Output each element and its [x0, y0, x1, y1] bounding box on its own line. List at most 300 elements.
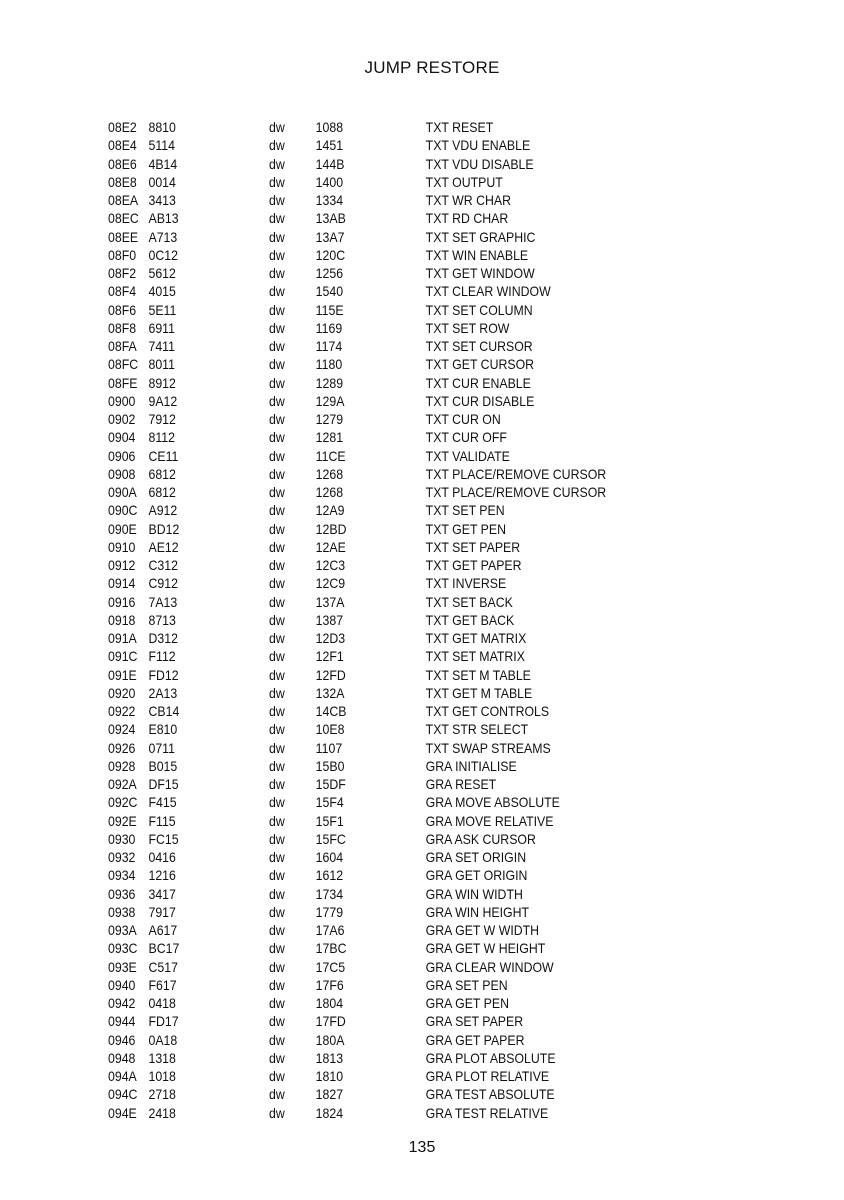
value-cell: 17A6 — [315, 922, 345, 938]
directive-cell: dw — [269, 976, 285, 993]
value-cell: 180A — [315, 1031, 345, 1048]
address-cell: 0920 — [108, 684, 136, 701]
routine-name-cell: TXT SET GRAPHIC — [425, 228, 536, 245]
bytes-cell: 6911 — [148, 319, 175, 336]
routine-name-cell: TXT INVERSE — [425, 575, 507, 592]
address-cell: 093E — [108, 958, 137, 975]
value-cell: 17FD — [315, 1013, 346, 1030]
table-row — [108, 1067, 742, 1085]
bytes-cell: 5114 — [148, 137, 175, 154]
directive-cell: dw — [269, 885, 285, 902]
value-cell: 144B — [315, 155, 345, 172]
directive-cell: dw — [269, 630, 285, 646]
value-cell: 132A — [315, 684, 345, 701]
jump-table-listing — [108, 118, 828, 1122]
directive-cell: dw — [269, 338, 285, 354]
value-cell: 12D3 — [315, 630, 346, 646]
value-cell: 12FD — [315, 666, 346, 683]
value-cell: 1779 — [315, 903, 344, 920]
address-cell: 0940 — [108, 976, 136, 993]
table-row — [108, 428, 742, 446]
routine-name-cell: GRA ASK CURSOR — [425, 830, 536, 847]
address-cell: 08E8 — [108, 173, 137, 190]
directive-cell: dw — [269, 922, 285, 938]
bytes-cell: 1318 — [148, 1049, 176, 1066]
value-cell: 12C9 — [315, 575, 346, 592]
bytes-cell: 0A18 — [148, 1031, 178, 1048]
directive-cell: dw — [269, 210, 285, 227]
value-cell: 12AE — [315, 538, 346, 555]
value-cell: 1824 — [315, 1104, 344, 1121]
routine-name-cell: GRA GET PEN — [425, 995, 509, 1011]
bytes-cell: 3417 — [148, 885, 176, 902]
address-cell: 08FA — [108, 338, 137, 354]
bytes-cell: FC15 — [148, 830, 179, 847]
bytes-cell: 0C12 — [148, 246, 178, 263]
address-cell: 08F0 — [108, 246, 137, 263]
table-row — [108, 684, 742, 702]
bytes-cell: C912 — [148, 575, 178, 592]
value-cell: 13AB — [315, 210, 346, 227]
value-cell: 137A — [315, 593, 345, 610]
bytes-cell: A617 — [148, 922, 178, 938]
table-row — [108, 812, 742, 830]
value-cell: 1256 — [315, 265, 344, 281]
routine-name-cell: TXT VDU ENABLE — [425, 137, 531, 154]
address-cell: 090E — [108, 520, 137, 537]
address-cell: 092C — [108, 794, 138, 811]
table-row — [108, 337, 742, 355]
directive-cell: dw — [269, 173, 285, 190]
value-cell: 1281 — [315, 429, 344, 446]
table-row — [108, 921, 742, 939]
table-row — [108, 246, 742, 264]
address-cell: 091A — [108, 630, 137, 646]
bytes-cell: B015 — [148, 757, 178, 774]
table-row — [108, 848, 742, 866]
directive-cell: dw — [269, 1086, 285, 1103]
directive-cell: dw — [269, 1013, 285, 1030]
address-cell: 0944 — [108, 1013, 136, 1030]
routine-name-cell: TXT GET PEN — [425, 520, 507, 537]
routine-name-cell: TXT RESET — [425, 119, 494, 135]
address-cell: 0934 — [108, 867, 136, 884]
address-cell: 08EE — [108, 228, 139, 245]
bytes-cell: 7917 — [148, 903, 176, 920]
routine-name-cell: TXT GET CONTROLS — [425, 703, 550, 719]
routine-name-cell: TXT SET M TABLE — [425, 666, 531, 683]
routine-name-cell: GRA INITIALISE — [425, 757, 517, 774]
routine-name-cell: GRA CLEAR WINDOW — [425, 958, 554, 975]
value-cell: 1540 — [315, 283, 344, 300]
value-cell: 1400 — [315, 173, 344, 190]
bytes-cell: 0418 — [148, 995, 176, 1011]
routine-name-cell: GRA WIN WIDTH — [425, 885, 523, 902]
bytes-cell: 5E11 — [148, 301, 177, 318]
table-row — [108, 447, 742, 465]
value-cell: 10E8 — [315, 721, 345, 738]
address-cell: 094A — [108, 1068, 137, 1084]
directive-cell: dw — [269, 1031, 285, 1048]
bytes-cell: 8011 — [148, 356, 175, 373]
directive-cell: dw — [269, 265, 285, 281]
address-cell: 093C — [108, 940, 138, 957]
value-cell: 1180 — [315, 356, 343, 373]
routine-name-cell: TXT SET COLUMN — [425, 301, 533, 318]
directive-cell: dw — [269, 392, 285, 409]
table-row — [108, 209, 742, 227]
address-cell: 0926 — [108, 739, 136, 756]
address-cell: 0918 — [108, 611, 136, 628]
address-cell: 08F2 — [108, 265, 137, 281]
routine-name-cell: TXT CUR OFF — [425, 429, 507, 446]
address-cell: 093A — [108, 922, 137, 938]
address-cell: 0912 — [108, 557, 136, 573]
value-cell: 14CB — [315, 703, 347, 719]
bytes-cell: 7A13 — [148, 593, 178, 610]
value-cell: 1289 — [315, 374, 344, 391]
table-row — [108, 282, 742, 300]
table-row — [108, 118, 742, 136]
value-cell: 12F1 — [315, 648, 344, 665]
address-cell: 08E4 — [108, 137, 137, 154]
routine-name-cell: GRA SET PAPER — [425, 1013, 524, 1030]
routine-name-cell: GRA GET PAPER — [425, 1031, 525, 1048]
table-row — [108, 757, 742, 775]
directive-cell: dw — [269, 228, 285, 245]
bytes-cell: AB13 — [148, 210, 179, 227]
address-cell: 094C — [108, 1086, 138, 1103]
directive-cell: dw — [269, 283, 285, 300]
table-row — [108, 191, 742, 209]
routine-name-cell: TXT SET BACK — [425, 593, 513, 610]
value-cell: 1279 — [315, 411, 344, 427]
routine-name-cell: TXT OUTPUT — [425, 173, 503, 190]
directive-cell: dw — [269, 520, 285, 537]
value-cell: 120C — [315, 246, 346, 263]
bytes-cell: 3413 — [148, 192, 176, 208]
address-cell: 0916 — [108, 593, 136, 610]
value-cell: 1107 — [315, 739, 343, 756]
address-cell: 0924 — [108, 721, 136, 738]
directive-cell: dw — [269, 119, 285, 135]
table-row — [108, 702, 742, 720]
value-cell: 1174 — [315, 338, 343, 354]
address-cell: 0904 — [108, 429, 136, 446]
address-cell: 0930 — [108, 830, 136, 847]
bytes-cell: CB14 — [148, 703, 180, 719]
directive-cell: dw — [269, 721, 285, 738]
address-cell: 0948 — [108, 1049, 136, 1066]
directive-cell: dw — [269, 557, 285, 573]
routine-name-cell: TXT GET MATRIX — [425, 630, 527, 646]
value-cell: 12C3 — [315, 557, 346, 573]
bytes-cell: FD17 — [148, 1013, 179, 1030]
address-cell: 092A — [108, 776, 137, 792]
value-cell: 1268 — [315, 484, 344, 500]
table-row — [108, 520, 742, 538]
bytes-cell: DF15 — [148, 776, 179, 792]
value-cell: 15F4 — [315, 794, 344, 811]
address-cell: 092E — [108, 812, 137, 829]
directive-cell: dw — [269, 1104, 285, 1121]
table-row — [108, 994, 742, 1012]
value-cell: 13A7 — [315, 228, 345, 245]
value-cell: 15DF — [315, 776, 346, 792]
bytes-cell: 7912 — [148, 411, 176, 427]
directive-cell: dw — [269, 575, 285, 592]
directive-cell: dw — [269, 776, 285, 792]
routine-name-cell: TXT CUR ENABLE — [425, 374, 531, 391]
table-row — [108, 775, 742, 793]
routine-name-cell: GRA RESET — [425, 776, 497, 792]
routine-name-cell: TXT SET ROW — [425, 319, 510, 336]
directive-cell: dw — [269, 411, 285, 427]
table-row — [108, 410, 742, 428]
value-cell: 1827 — [315, 1086, 344, 1103]
directive-cell: dw — [269, 429, 285, 446]
bytes-cell: 2718 — [148, 1086, 176, 1103]
routine-name-cell: TXT VALIDATE — [425, 447, 510, 464]
table-row — [108, 173, 742, 191]
address-cell: 094E — [108, 1104, 137, 1121]
routine-name-cell: TXT GET WINDOW — [425, 265, 535, 281]
value-cell: 1088 — [315, 119, 344, 135]
table-row — [108, 885, 742, 903]
table-row — [108, 939, 742, 957]
table-row — [108, 1104, 742, 1122]
value-cell: 12A9 — [315, 502, 345, 519]
routine-name-cell: TXT CUR ON — [425, 411, 501, 427]
bytes-cell: C312 — [148, 557, 178, 573]
address-cell: 091C — [108, 648, 138, 665]
table-row — [108, 647, 742, 665]
table-row — [108, 593, 742, 611]
value-cell: 1268 — [315, 465, 344, 482]
address-cell: 0906 — [108, 447, 136, 464]
table-row — [108, 1031, 742, 1049]
bytes-cell: BD12 — [148, 520, 180, 537]
directive-cell: dw — [269, 940, 285, 957]
value-cell: 1604 — [315, 849, 344, 865]
routine-name-cell: GRA MOVE ABSOLUTE — [425, 794, 560, 811]
directive-cell: dw — [269, 447, 285, 464]
bytes-cell: 1216 — [148, 867, 176, 884]
table-row — [108, 830, 742, 848]
table-row — [108, 483, 742, 501]
routine-name-cell: GRA TEST ABSOLUTE — [425, 1086, 555, 1103]
routine-name-cell: TXT GET CURSOR — [425, 356, 535, 373]
directive-cell: dw — [269, 849, 285, 865]
directive-cell: dw — [269, 867, 285, 884]
directive-cell: dw — [269, 356, 285, 373]
value-cell: 1451 — [315, 137, 344, 154]
bytes-cell: 0416 — [148, 849, 176, 865]
address-cell: 0936 — [108, 885, 136, 902]
table-row — [108, 739, 742, 757]
bytes-cell: 0014 — [148, 173, 176, 190]
address-cell: 090C — [108, 502, 138, 519]
directive-cell: dw — [269, 484, 285, 500]
bytes-cell: F415 — [148, 794, 177, 811]
bytes-cell: A912 — [148, 502, 178, 519]
directive-cell: dw — [269, 648, 285, 665]
table-row — [108, 556, 742, 574]
routine-name-cell: GRA PLOT ABSOLUTE — [425, 1049, 556, 1066]
routine-name-cell: GRA GET ORIGIN — [425, 867, 528, 884]
value-cell: 12BD — [315, 520, 347, 537]
value-cell: 1813 — [315, 1049, 344, 1066]
table-row — [108, 958, 742, 976]
table-row — [108, 1049, 742, 1067]
routine-name-cell: GRA WIN HEIGHT — [425, 903, 530, 920]
value-cell: 15FC — [315, 830, 346, 847]
address-cell: 0928 — [108, 757, 136, 774]
bytes-cell: F112 — [148, 648, 176, 665]
address-cell: 091E — [108, 666, 137, 683]
table-row — [108, 793, 742, 811]
directive-cell: dw — [269, 1049, 285, 1066]
bytes-cell: D312 — [148, 630, 178, 646]
directive-cell: dw — [269, 319, 285, 336]
directive-cell: dw — [269, 830, 285, 847]
directive-cell: dw — [269, 666, 285, 683]
directive-cell: dw — [269, 155, 285, 172]
routine-name-cell: TXT GET M TABLE — [425, 684, 533, 701]
address-cell: 0900 — [108, 392, 136, 409]
value-cell: 17BC — [315, 940, 347, 957]
table-row — [108, 155, 742, 173]
directive-cell: dw — [269, 137, 285, 154]
value-cell: 17C5 — [315, 958, 346, 975]
table-row — [108, 1085, 742, 1103]
directive-cell: dw — [269, 995, 285, 1011]
directive-cell: dw — [269, 739, 285, 756]
routine-name-cell: TXT STR SELECT — [425, 721, 529, 738]
value-cell: 17F6 — [315, 976, 344, 993]
routine-name-cell: GRA SET ORIGIN — [425, 849, 527, 865]
value-cell: 15B0 — [315, 757, 345, 774]
value-cell: 1334 — [315, 192, 344, 208]
directive-cell: dw — [269, 192, 285, 208]
table-row — [108, 666, 742, 684]
value-cell: 1734 — [315, 885, 344, 902]
table-row — [108, 465, 742, 483]
directive-cell: dw — [269, 757, 285, 774]
bytes-cell: 4B14 — [148, 155, 178, 172]
bytes-cell: 8810 — [148, 119, 176, 135]
table-row — [108, 501, 742, 519]
directive-cell: dw — [269, 1068, 285, 1084]
bytes-cell: E810 — [148, 721, 178, 738]
table-row — [108, 1012, 742, 1030]
address-cell: 08E6 — [108, 155, 137, 172]
table-row — [108, 574, 742, 592]
bytes-cell: 2418 — [148, 1104, 176, 1121]
routine-name-cell: TXT VDU DISABLE — [425, 155, 534, 172]
bytes-cell: 9A12 — [148, 392, 178, 409]
address-cell: 0910 — [108, 538, 136, 555]
bytes-cell: CE11 — [148, 447, 179, 464]
directive-cell: dw — [269, 538, 285, 555]
directive-cell: dw — [269, 465, 285, 482]
table-row — [108, 374, 742, 392]
address-cell: 08FC — [108, 356, 139, 373]
routine-name-cell: GRA SET PEN — [425, 976, 508, 993]
bytes-cell: 2A13 — [148, 684, 178, 701]
bytes-cell: 0711 — [148, 739, 175, 756]
bytes-cell: 6812 — [148, 465, 176, 482]
directive-cell: dw — [269, 794, 285, 811]
address-cell: 0908 — [108, 465, 136, 482]
table-row — [108, 538, 742, 556]
bytes-cell: 4015 — [148, 283, 176, 300]
value-cell: 15F1 — [315, 812, 344, 829]
value-cell: 129A — [315, 392, 345, 409]
bytes-cell: 8912 — [148, 374, 176, 391]
bytes-cell: 8713 — [148, 611, 176, 628]
table-row — [108, 611, 742, 629]
routine-name-cell: TXT RD CHAR — [425, 210, 509, 227]
directive-cell: dw — [269, 374, 285, 391]
routine-name-cell: TXT PLACE/REMOVE CURSOR — [425, 484, 607, 500]
bytes-cell: 5612 — [148, 265, 176, 281]
bytes-cell: 7411 — [148, 338, 175, 354]
table-row — [108, 228, 742, 246]
table-row — [108, 720, 742, 738]
value-cell: 1612 — [315, 867, 344, 884]
bytes-cell: 1018 — [148, 1068, 176, 1084]
table-row — [108, 976, 742, 994]
address-cell: 08EC — [108, 210, 139, 227]
directive-cell: dw — [269, 246, 285, 263]
directive-cell: dw — [269, 958, 285, 975]
directive-cell: dw — [269, 502, 285, 519]
routine-name-cell: TXT SET CURSOR — [425, 338, 533, 354]
routine-name-cell: TXT SET MATRIX — [425, 648, 525, 665]
bytes-cell: 6812 — [148, 484, 176, 500]
value-cell: 115E — [315, 301, 344, 318]
value-cell: 1169 — [315, 319, 343, 336]
routine-name-cell: TXT SET PAPER — [425, 538, 521, 555]
directive-cell: dw — [269, 301, 285, 318]
routine-name-cell: TXT CLEAR WINDOW — [425, 283, 551, 300]
page-title: JUMP RESTORE — [364, 58, 500, 77]
directive-cell: dw — [269, 812, 285, 829]
routine-name-cell: TXT WIN ENABLE — [425, 246, 529, 263]
routine-name-cell: TXT SWAP STREAMS — [425, 739, 551, 756]
page-number: 135 — [408, 1139, 436, 1156]
table-row — [108, 903, 742, 921]
value-cell: 1804 — [315, 995, 344, 1011]
directive-cell: dw — [269, 684, 285, 701]
bytes-cell: AE12 — [148, 538, 179, 555]
directive-cell: dw — [269, 703, 285, 719]
bytes-cell: 8112 — [148, 429, 175, 446]
bytes-cell: BC17 — [148, 940, 180, 957]
table-row — [108, 264, 742, 282]
bytes-cell: F115 — [148, 812, 176, 829]
table-row — [108, 136, 742, 154]
address-cell: 0938 — [108, 903, 136, 920]
table-row — [108, 866, 742, 884]
table-row — [108, 355, 742, 373]
address-cell: 08E2 — [108, 119, 137, 135]
address-cell: 0942 — [108, 995, 136, 1011]
directive-cell: dw — [269, 593, 285, 610]
bytes-cell: F617 — [148, 976, 177, 993]
routine-name-cell: GRA MOVE RELATIVE — [425, 812, 554, 829]
